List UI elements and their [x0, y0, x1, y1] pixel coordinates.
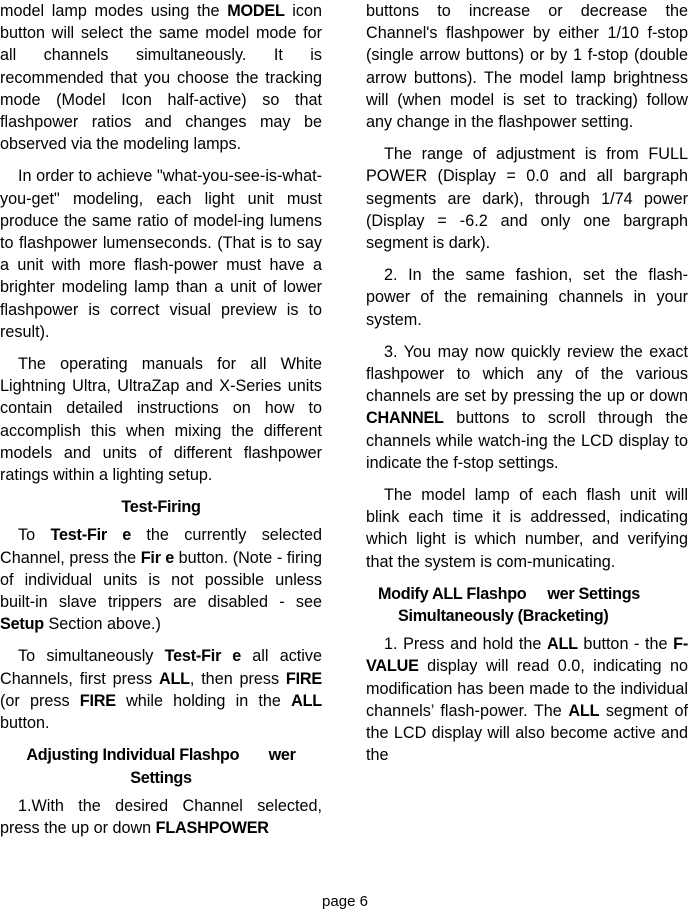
text: 1.With the desired Channel selected, press the up or down [0, 796, 322, 837]
text: icon button will select the same model mode for all channels simultaneously. It is recommended that you choose the tracking mode (Model Icon half-active) so that flashpower ratios and changes may be observed via the modeling lamps. [0, 2, 322, 154]
test-fire-keyword: Test-Fir e [164, 647, 242, 666]
fire-keyword: FIRE [285, 669, 322, 688]
paragraph-step-3 [366, 341, 688, 474]
text: button. (Note - firing of individual units is not possible unless built-in slave trippers are disabled - see [0, 548, 322, 612]
paragraph-test-fire-channel [0, 524, 322, 635]
model-keyword: MODEL [227, 2, 285, 20]
text: 1. Press and hold the [384, 635, 547, 654]
fire-keyword: Fir e [140, 548, 174, 567]
heading-line-1: Adjusting Individual Flashpo wer [26, 746, 296, 765]
paragraph-flashpower-buttons: buttons to increase or decrease the Channel's flashpower by either 1/10 f-stop (single arrow buttons) or by 1 f-stop (double arrow buttons). The model lamp brightness will (when model is set to tracking) follow any change in the flashpower setting. [366, 2, 688, 132]
text: buttons to scroll through the channels while watch-ing the LCD display to indicate the f-stop settings. [366, 409, 688, 472]
text: segment of the LCD display will also become active and the [366, 701, 688, 765]
text: To [18, 526, 51, 545]
text: Section above.) [43, 615, 161, 634]
page-number: page 6 [322, 893, 368, 910]
paragraph-range: The range of adjustment is from FULL POWER (Display = 0.0 and all bargraph segments are dark), through 1/74 power (Display = -6.2 and only one bargraph segment is dark). [366, 145, 688, 253]
all-keyword: ALL [291, 691, 322, 710]
text: button - the [577, 635, 674, 654]
text: 3. You may now quickly review the exact flashpower to which any of the various channels are set by pressing the up or down [366, 342, 688, 406]
heading-line-2: Simultaneously (Bracketing) [398, 607, 609, 626]
flashpower-keyword: FLASHPOWER [155, 818, 269, 837]
left-column [0, 0, 322, 839]
paragraph-operating-manuals: The operating manuals for all White Lightning Ultra, UltraZap and X-Series units contain detailed instructions on how to accomplish this when mixing the different models and units of different flashpower ratings within a lighting setup. [0, 355, 322, 485]
paragraph-wysiwyg: In order to achieve "what-you-see-is-what-you-get" modeling, each light unit must produce the same ratio of model-ing lumens to flashpower lumenseconds. (That is to say a unit with more flash-power must have a brighter modeling lamp than a unit of lower flashpower is correct visual preview is to result). [0, 167, 322, 341]
channel-keyword: CHANNEL [366, 409, 444, 428]
paragraph-modify-step-1 [366, 633, 688, 766]
text: , then press [189, 669, 286, 688]
paragraph-test-fire-all [0, 645, 322, 734]
all-keyword: ALL [568, 701, 600, 720]
text: while holding in the [115, 691, 292, 710]
paragraph-model-lamp-blink: The model lamp of each flash unit will blink each time it is addressed, indicating which light is which number, and verifying that the system is com-municating. [366, 486, 688, 571]
paragraph-step-2: 2. In the same fashion, set the flash-power of the remaining channels in your system. [366, 266, 688, 329]
text: button. [0, 714, 50, 733]
right-column [366, 0, 688, 767]
text: all active Channels, first press [0, 647, 322, 688]
heading-test-firing: Test-Firing [121, 498, 201, 517]
all-keyword: ALL [546, 635, 578, 654]
heading-line-1: Modify ALL Flashpo wer Settings [378, 584, 641, 603]
text: To simultaneously [18, 647, 165, 666]
test-fire-keyword: Test-Fir e [50, 526, 132, 545]
paragraph-model-modes [0, 0, 322, 155]
heading-adjusting-flashpower [0, 744, 322, 788]
f-value-keyword: F-VALUE [366, 635, 689, 676]
heading-modify-all [366, 583, 688, 627]
heading-line-2: Settings [130, 768, 192, 787]
text: the currently selected Channel, press the [0, 526, 322, 567]
text: (or press [0, 691, 80, 710]
all-keyword: ALL [159, 669, 190, 688]
fire-keyword: FIRE [79, 691, 116, 710]
text: display will read 0.0, indicating no modification has been made to the individual channels’ flash-power. The [366, 657, 688, 720]
paragraph-adjust-step-1 [0, 795, 322, 839]
setup-keyword: Setup [0, 615, 44, 634]
text: model lamp modes using the [0, 2, 228, 20]
